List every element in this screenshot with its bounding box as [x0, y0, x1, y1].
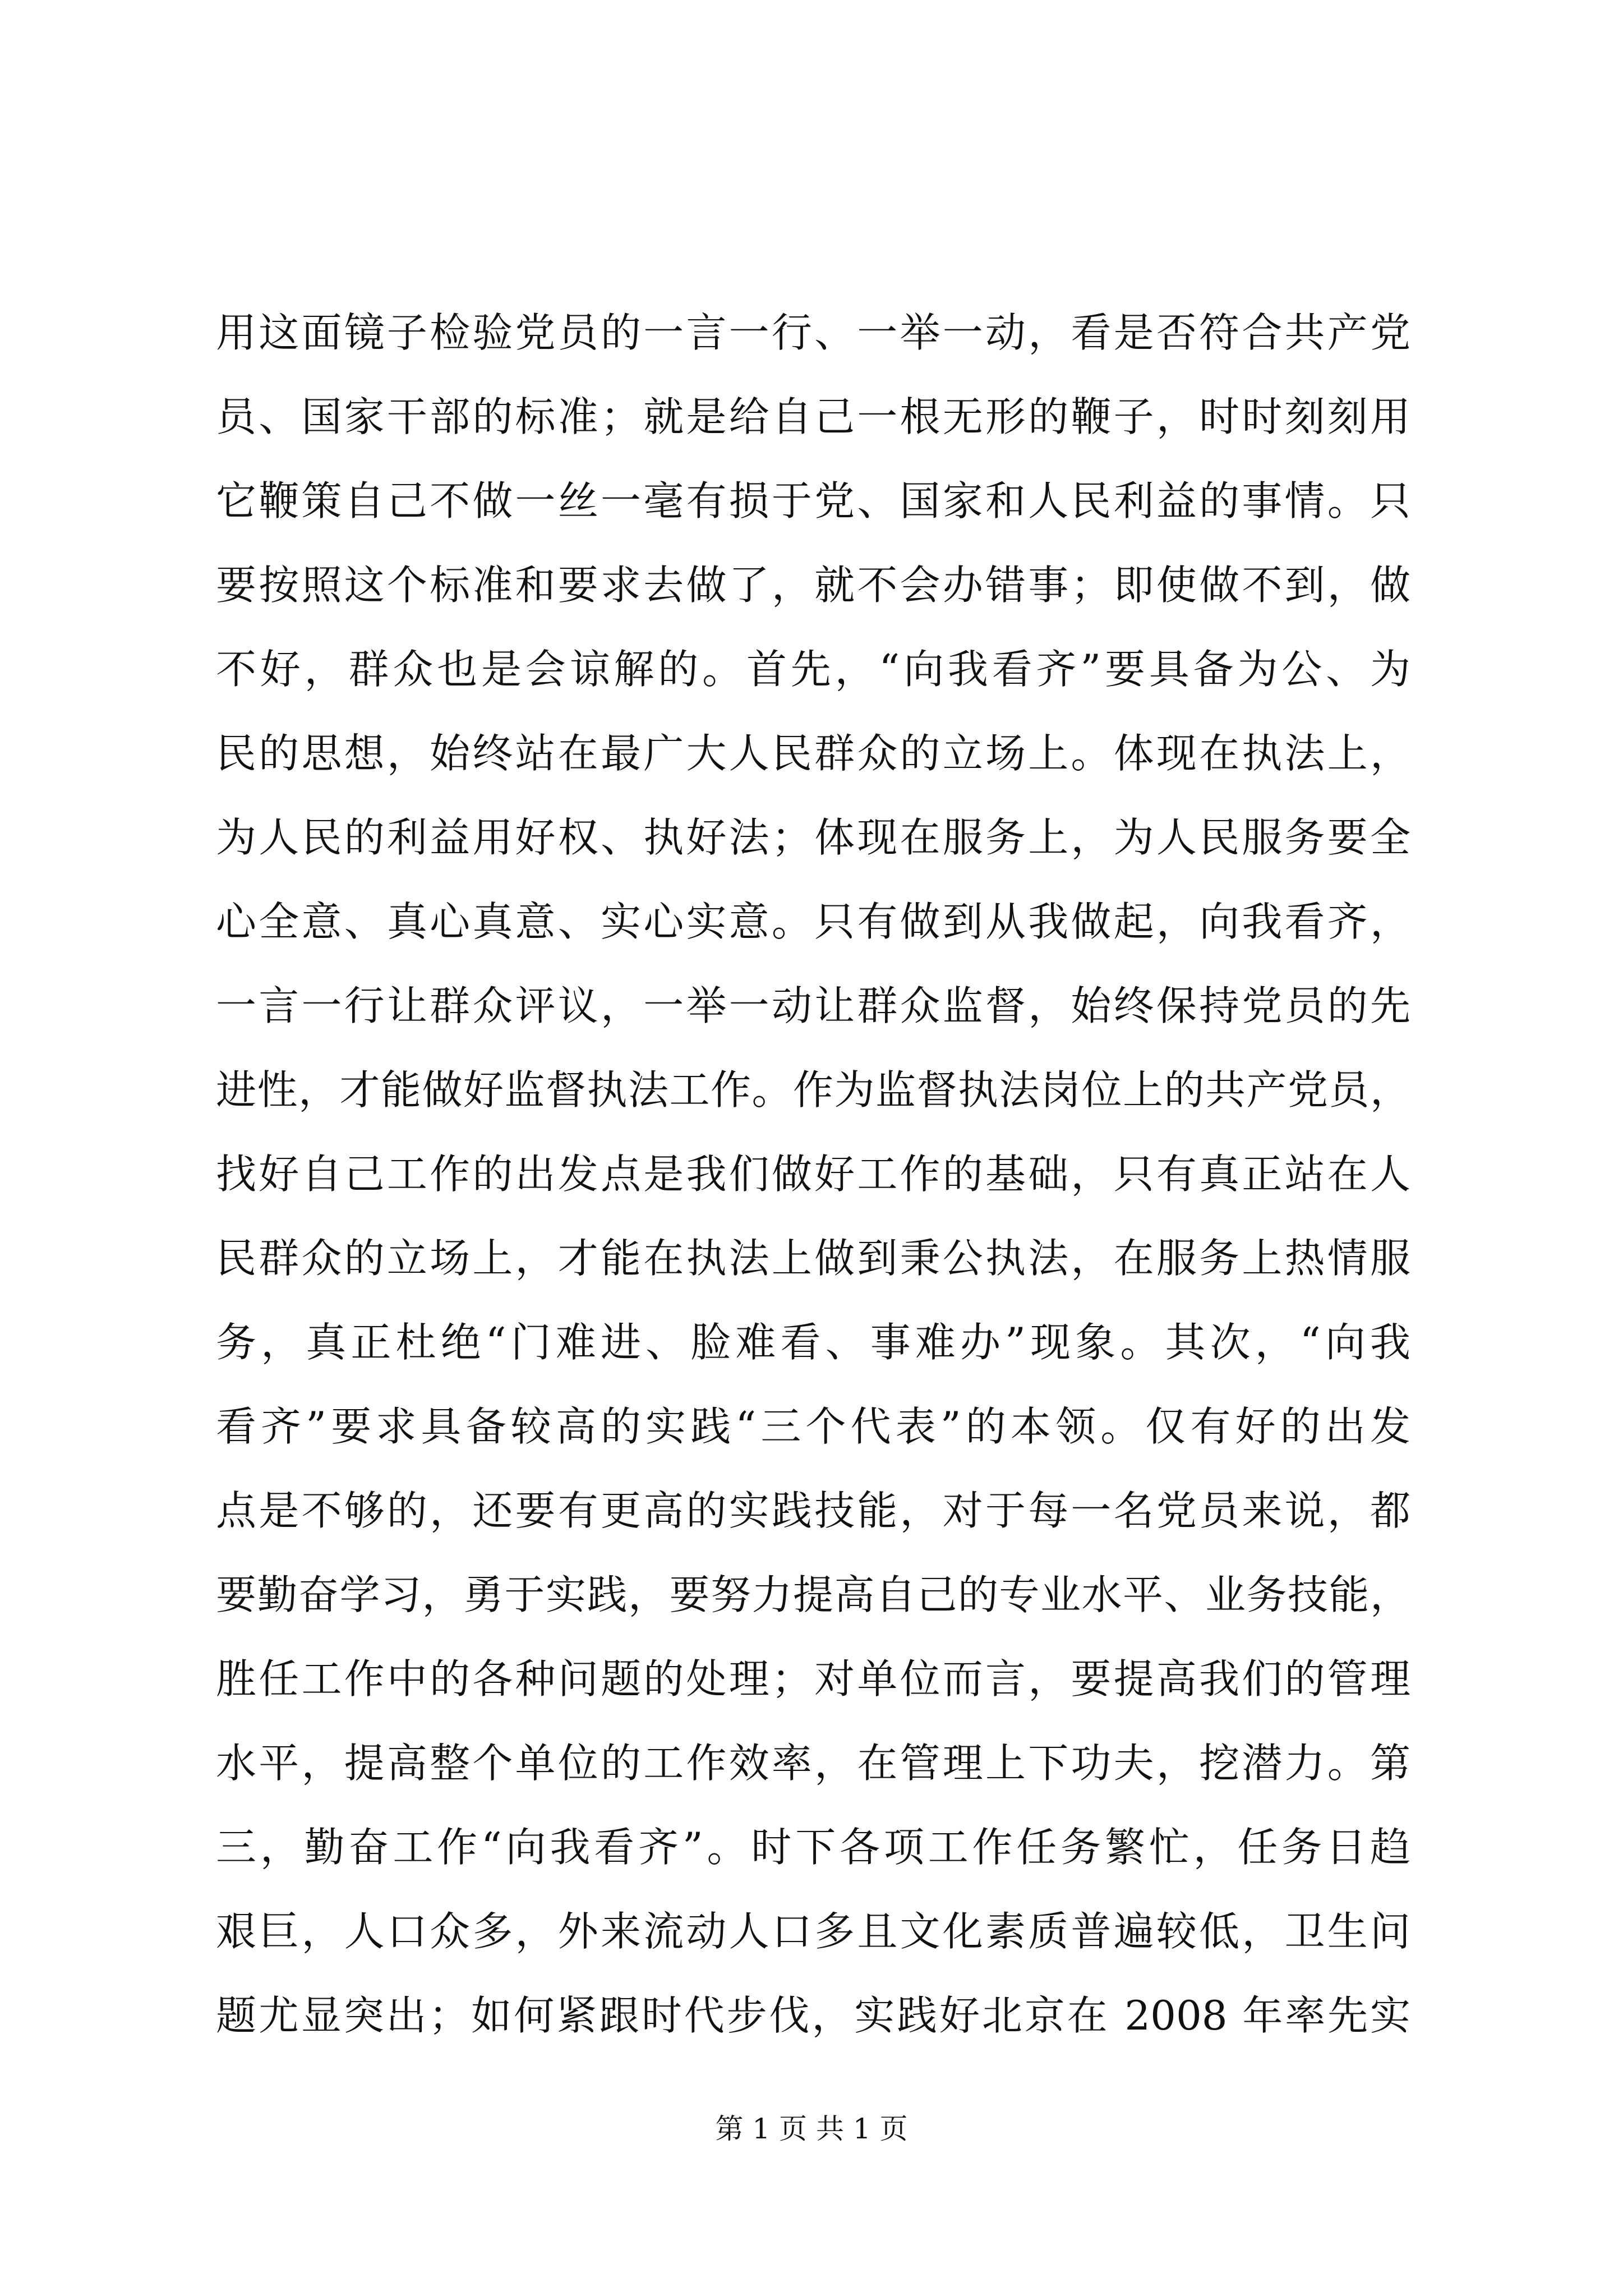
text-line: 为人民的利益用好权、执好法；体现在服务上，为人民服务要全 [216, 814, 1410, 861]
text-line: 一言一行让群众评议，一举一动让群众监督，始终保持党员的先 [216, 982, 1410, 1029]
text-line: 它鞭策自己不做一丝一毫有损于党、国家和人民利益的事情。只 [216, 477, 1410, 524]
text-line: 题尤显突出；如何紧跟时代步伐，实践好北京在 2008 年率先实 [216, 1992, 1410, 2039]
text-line: 要勤奋学习，勇于实践，要努力提高自己的专业水平、业务技能， [216, 1571, 1410, 1618]
page-footer [0, 2109, 1623, 2148]
text-line: 员、国家干部的标准；就是给自己一根无形的鞭子，时时刻刻用 [216, 393, 1410, 440]
text-line: 心全意、真心真意、实心实意。只有做到从我做起，向我看齐， [216, 898, 1410, 945]
text-line: 用这面镜子检验党员的一言一行、一举一动，看是否符合共产党 [216, 309, 1410, 356]
text-line: 点是不够的，还要有更高的实践技能，对于每一名党员来说，都 [216, 1487, 1410, 1534]
text-line: 看齐”要求具备较高的实践“三个代表”的本领。仅有好的出发 [216, 1403, 1410, 1450]
text-line: 水平，提高整个单位的工作效率，在管理上下功夫，挖潜力。第 [216, 1740, 1410, 1787]
body-paragraph [216, 291, 1410, 2058]
text-line: 三，勤奋工作“向我看齐”。时下各项工作任务繁忙，任务日趋 [216, 1824, 1410, 1871]
text-line: 务，真正杜绝“门难进、脸难看、事难办”现象。其次，“向我 [216, 1319, 1410, 1366]
text-line: 找好自己工作的出发点是我们做好工作的基础，只有真正站在人 [216, 1151, 1410, 1198]
text-line: 不好，群众也是会谅解的。首先，“向我看齐”要具备为公、为 [216, 646, 1410, 693]
text-line: 要按照这个标准和要求去做了，就不会办错事；即使做不到，做 [216, 562, 1410, 609]
page-number-label: 第 1 页 共 1 页 [715, 2113, 908, 2145]
text-line: 民的思想，始终站在最广大人民群众的立场上。体现在执法上， [216, 730, 1410, 777]
text-line: 胜任工作中的各种问题的处理；对单位而言，要提高我们的管理 [216, 1655, 1410, 1703]
text-line: 民群众的立场上，才能在执法上做到秉公执法，在服务上热情服 [216, 1235, 1410, 1282]
text-line: 艰巨，人口众多，外来流动人口多且文化素质普遍较低，卫生问 [216, 1908, 1410, 1955]
text-line: 进性，才能做好监督执法工作。作为监督执法岗位上的共产党员， [216, 1066, 1410, 1114]
